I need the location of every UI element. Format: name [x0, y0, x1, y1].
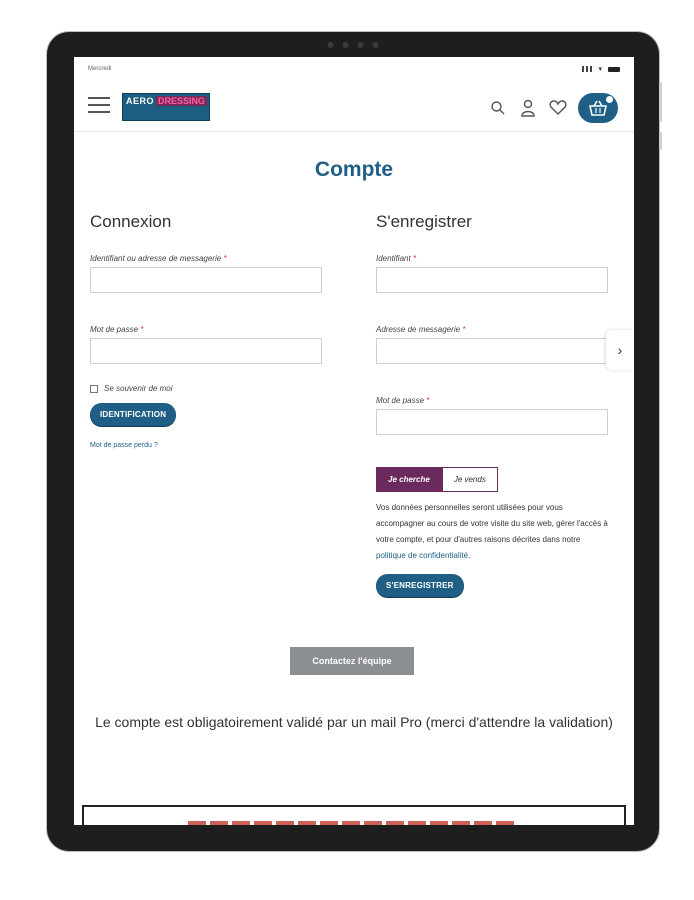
login-button[interactable]: IDENTIFICATION [90, 403, 176, 426]
password-label: Mot de passe [90, 325, 139, 334]
register-email-input[interactable] [376, 338, 608, 364]
lost-password-link[interactable]: Mot de passe perdu ? [90, 442, 158, 449]
signal-icon [582, 66, 592, 72]
camera-bar [328, 42, 379, 48]
register-username-input[interactable] [376, 267, 608, 293]
menu-icon[interactable] [88, 97, 110, 118]
battery-icon [608, 67, 620, 72]
register-email-label: Adresse de messagerie [376, 325, 461, 334]
basket-icon [588, 100, 608, 116]
register-title: S'enregistrer [376, 212, 472, 231]
toggle-je-vends[interactable]: Je vends [442, 467, 498, 492]
validation-notice: Le compte est obligatoirement validé par un mail Pro (merci d'attendre la validation) [95, 714, 613, 730]
chevron-right-icon[interactable]: › [606, 330, 634, 370]
account-forms [74, 182, 634, 602]
remember-me-checkbox[interactable] [90, 385, 98, 393]
register-password-label: Mot de passe [376, 396, 425, 405]
user-icon[interactable] [518, 98, 538, 118]
page-title: Compte [314, 158, 394, 181]
login-form: Connexion Identifiant ou adresse de messagerie * Mot de passe * Se souvenir de moi IDENTIFICATION Mot de passe perdu ? [90, 212, 326, 449]
search-icon[interactable] [488, 98, 508, 118]
toggle-je-cherche[interactable]: Je cherche [376, 467, 442, 492]
banner-red-text [188, 821, 518, 825]
logo-text-left: AERO [126, 96, 155, 106]
register-form: S'enregistrer Identifiant * Adresse de messagerie * Mot de passe * Je cherche Je vends Vos données personnelles seront utilisées pour vous accompagner au cours de votre visite du site web, gérer l'accès à votre compte, et pour d'autres raisons décrites dans notre politique de confidentialité. S'ENREGISTRER [376, 212, 614, 597]
privacy-policy-link[interactable]: politique de confidentialité [376, 551, 469, 560]
site-logo[interactable] [122, 93, 210, 121]
status-time: Mercredi [88, 66, 112, 72]
bottom-banner [82, 805, 626, 825]
logo-text-right: DRESSING [158, 96, 206, 106]
register-button[interactable]: S'ENREGISTRER [376, 574, 464, 597]
role-toggle [376, 467, 614, 492]
status-bar [74, 57, 634, 81]
contact-team-button[interactable]: Contactez l'équipe [290, 647, 414, 675]
wifi-icon: ▾ [598, 66, 602, 73]
screen [74, 57, 634, 825]
remember-me-label: Se souvenir de moi [104, 384, 173, 393]
side-button [659, 82, 662, 122]
register-username-label: Identifiant [376, 254, 411, 263]
username-label: Identifiant ou adresse de messagerie [90, 254, 222, 263]
privacy-notice: Vos données personnelles seront utilisées pour vous accompagner au cours de votre visite du site web, gérer l'accès à votre compte, et pour d'autres raisons décrites dans notre politique de confidentialité. [376, 503, 608, 560]
side-button [659, 132, 662, 150]
login-title: Connexion [90, 212, 172, 231]
login-username-input[interactable] [90, 267, 322, 293]
cart-badge [605, 95, 614, 104]
register-password-input[interactable] [376, 409, 608, 435]
tablet-frame [47, 32, 659, 851]
heart-icon[interactable] [548, 98, 568, 118]
login-password-input[interactable] [90, 338, 322, 364]
site-header [74, 81, 634, 132]
basket-button[interactable] [578, 93, 618, 123]
